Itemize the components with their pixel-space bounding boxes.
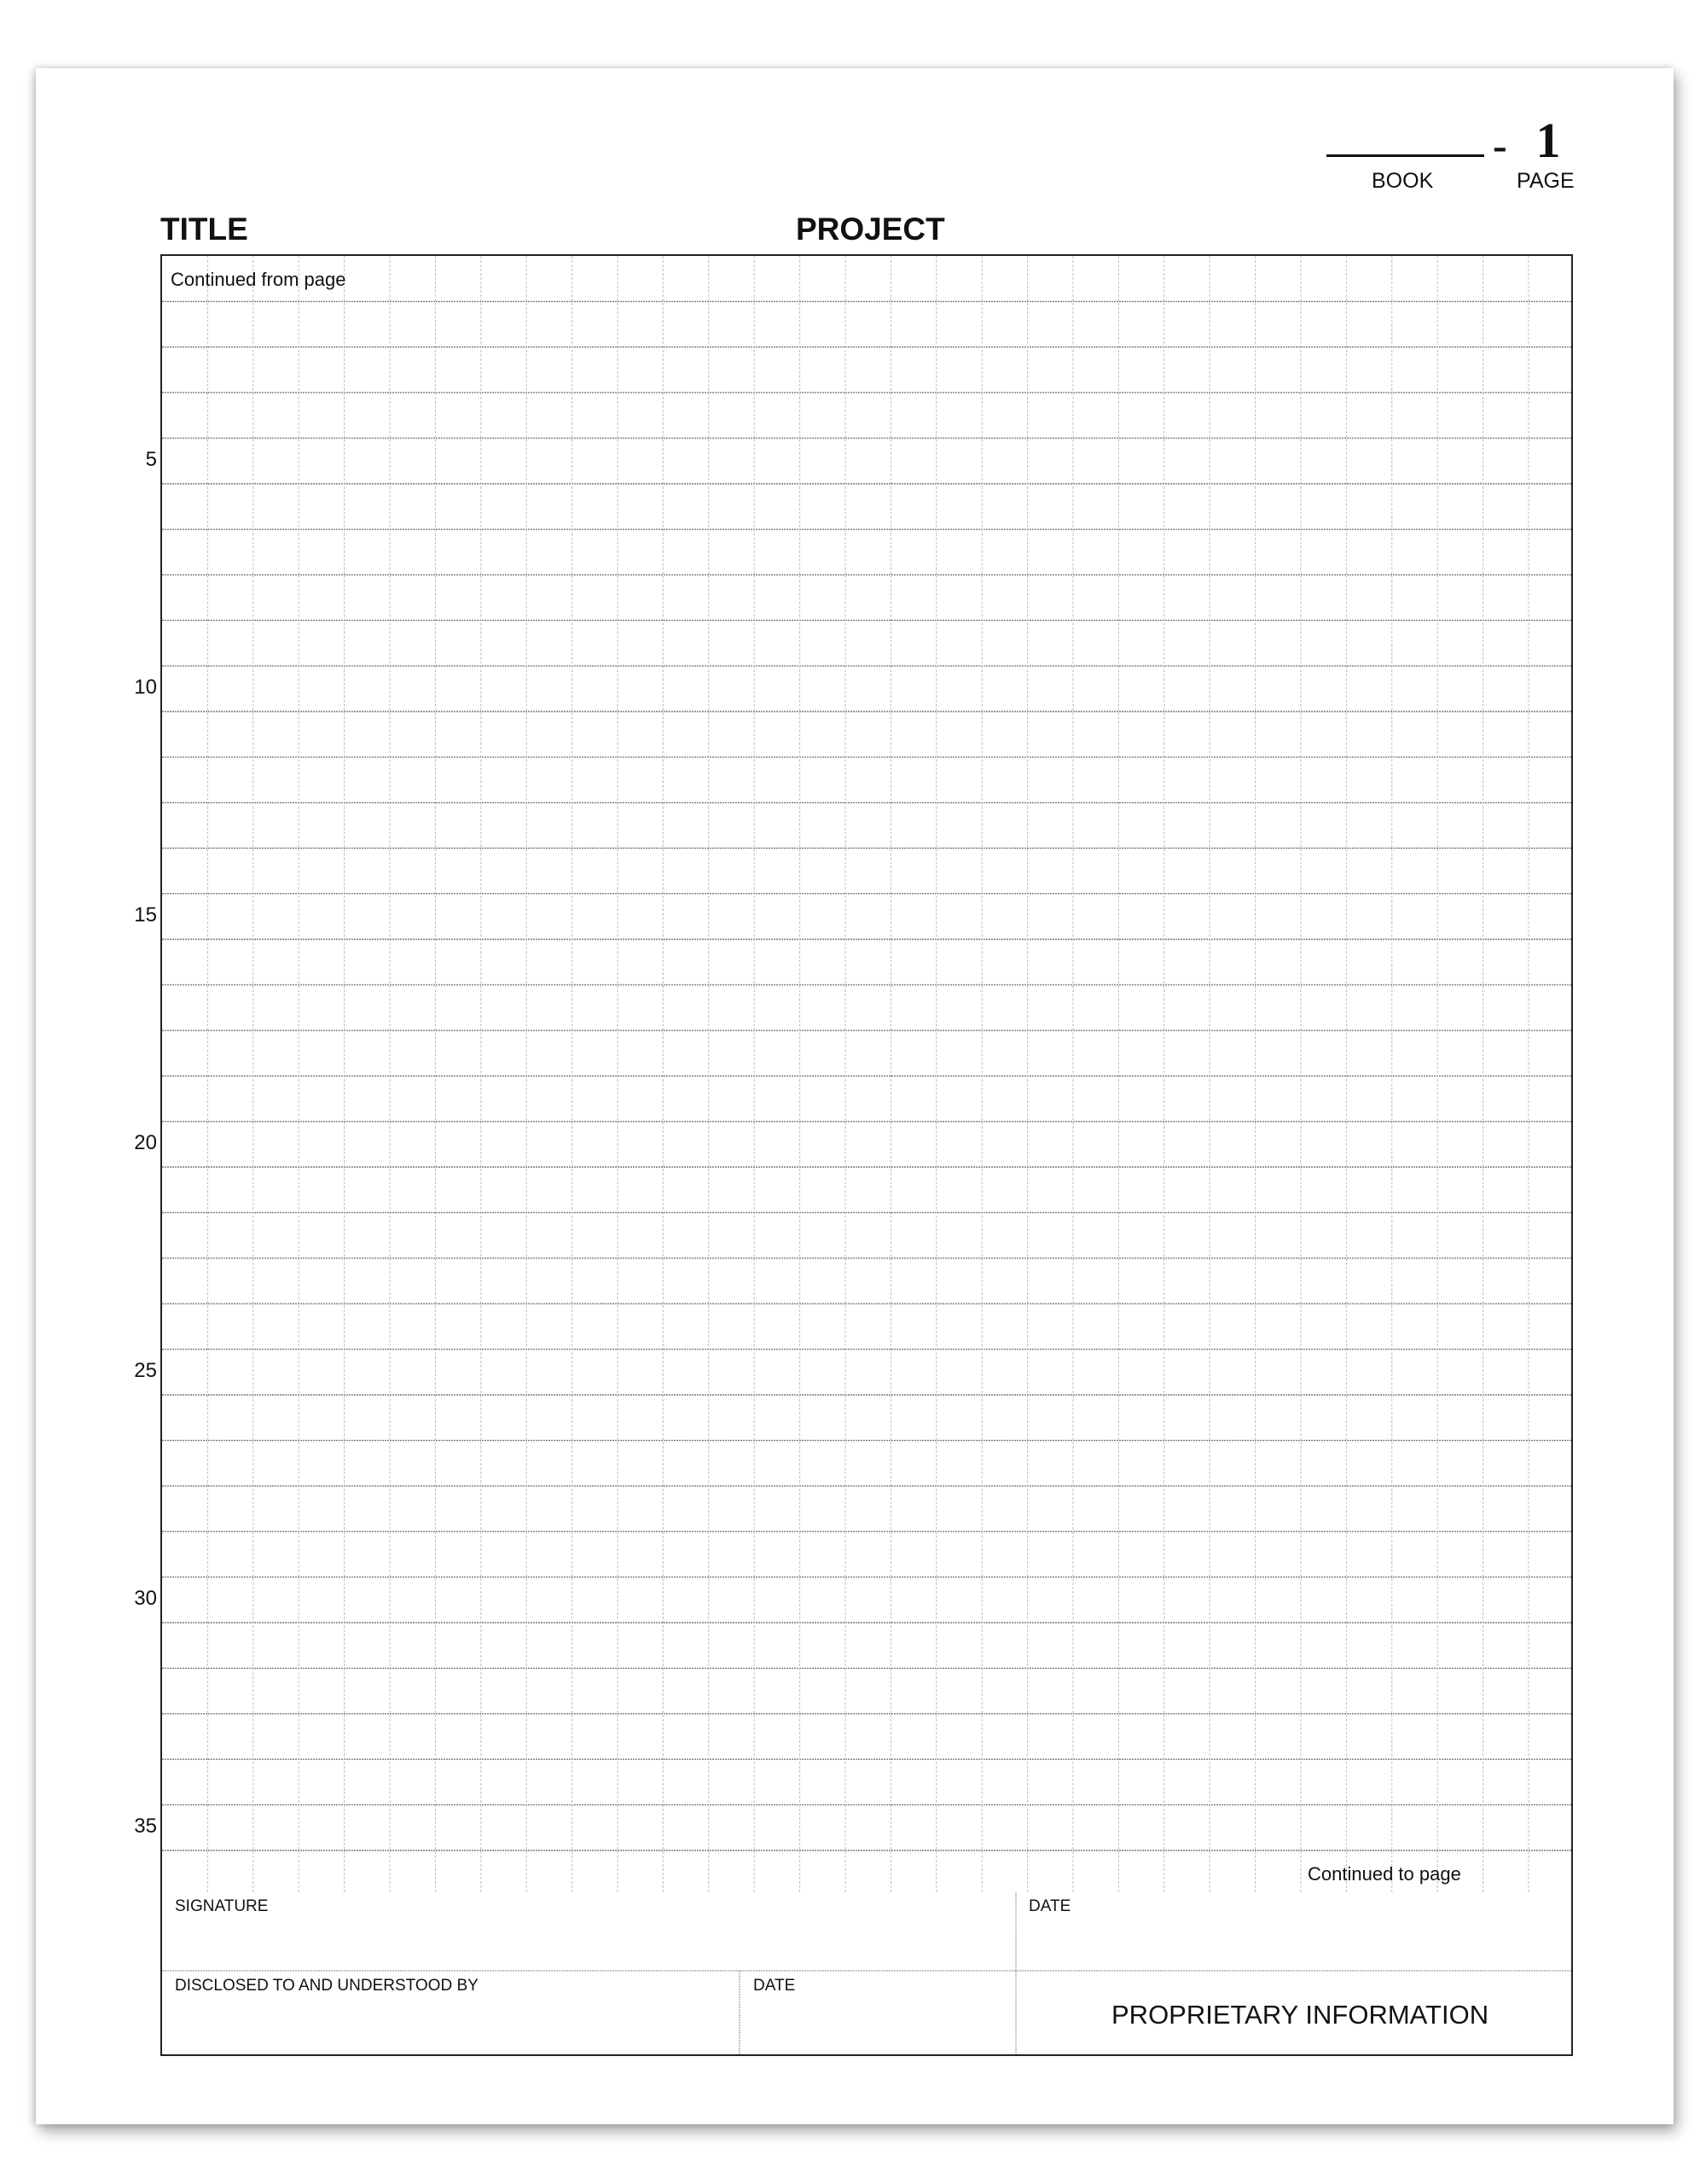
proprietary-information-label: PROPRIETARY INFORMATION [1111, 2000, 1489, 2030]
row-number-5: 5 [145, 448, 157, 471]
continued-from-label: Continued from page [171, 269, 346, 290]
page-label: PAGE [1517, 169, 1575, 193]
row-number-20: 20 [134, 1131, 157, 1154]
signature-label: SIGNATURE [175, 1897, 269, 1915]
continued-to-label: Continued to page [1308, 1863, 1461, 1885]
disclosed-label: DISCLOSED TO AND UNDERSTOOD BY [175, 1977, 479, 1995]
project-label: PROJECT [796, 212, 945, 247]
page-number: 1 [1535, 113, 1561, 168]
row-number-35: 35 [134, 1815, 157, 1838]
date-label-disclosed: DATE [753, 1977, 796, 1995]
grid-border [160, 254, 1573, 2056]
book-label: BOOK [1372, 169, 1434, 193]
row-number-10: 10 [134, 676, 157, 699]
date-label-signature: DATE [1029, 1897, 1071, 1915]
book-page-separator: - [1493, 121, 1507, 169]
row-number-30: 30 [134, 1587, 157, 1610]
book-number-line[interactable] [1326, 154, 1484, 157]
row-number-15: 15 [134, 903, 157, 926]
row-number-25: 25 [134, 1359, 157, 1382]
title-label: TITLE [160, 212, 248, 247]
